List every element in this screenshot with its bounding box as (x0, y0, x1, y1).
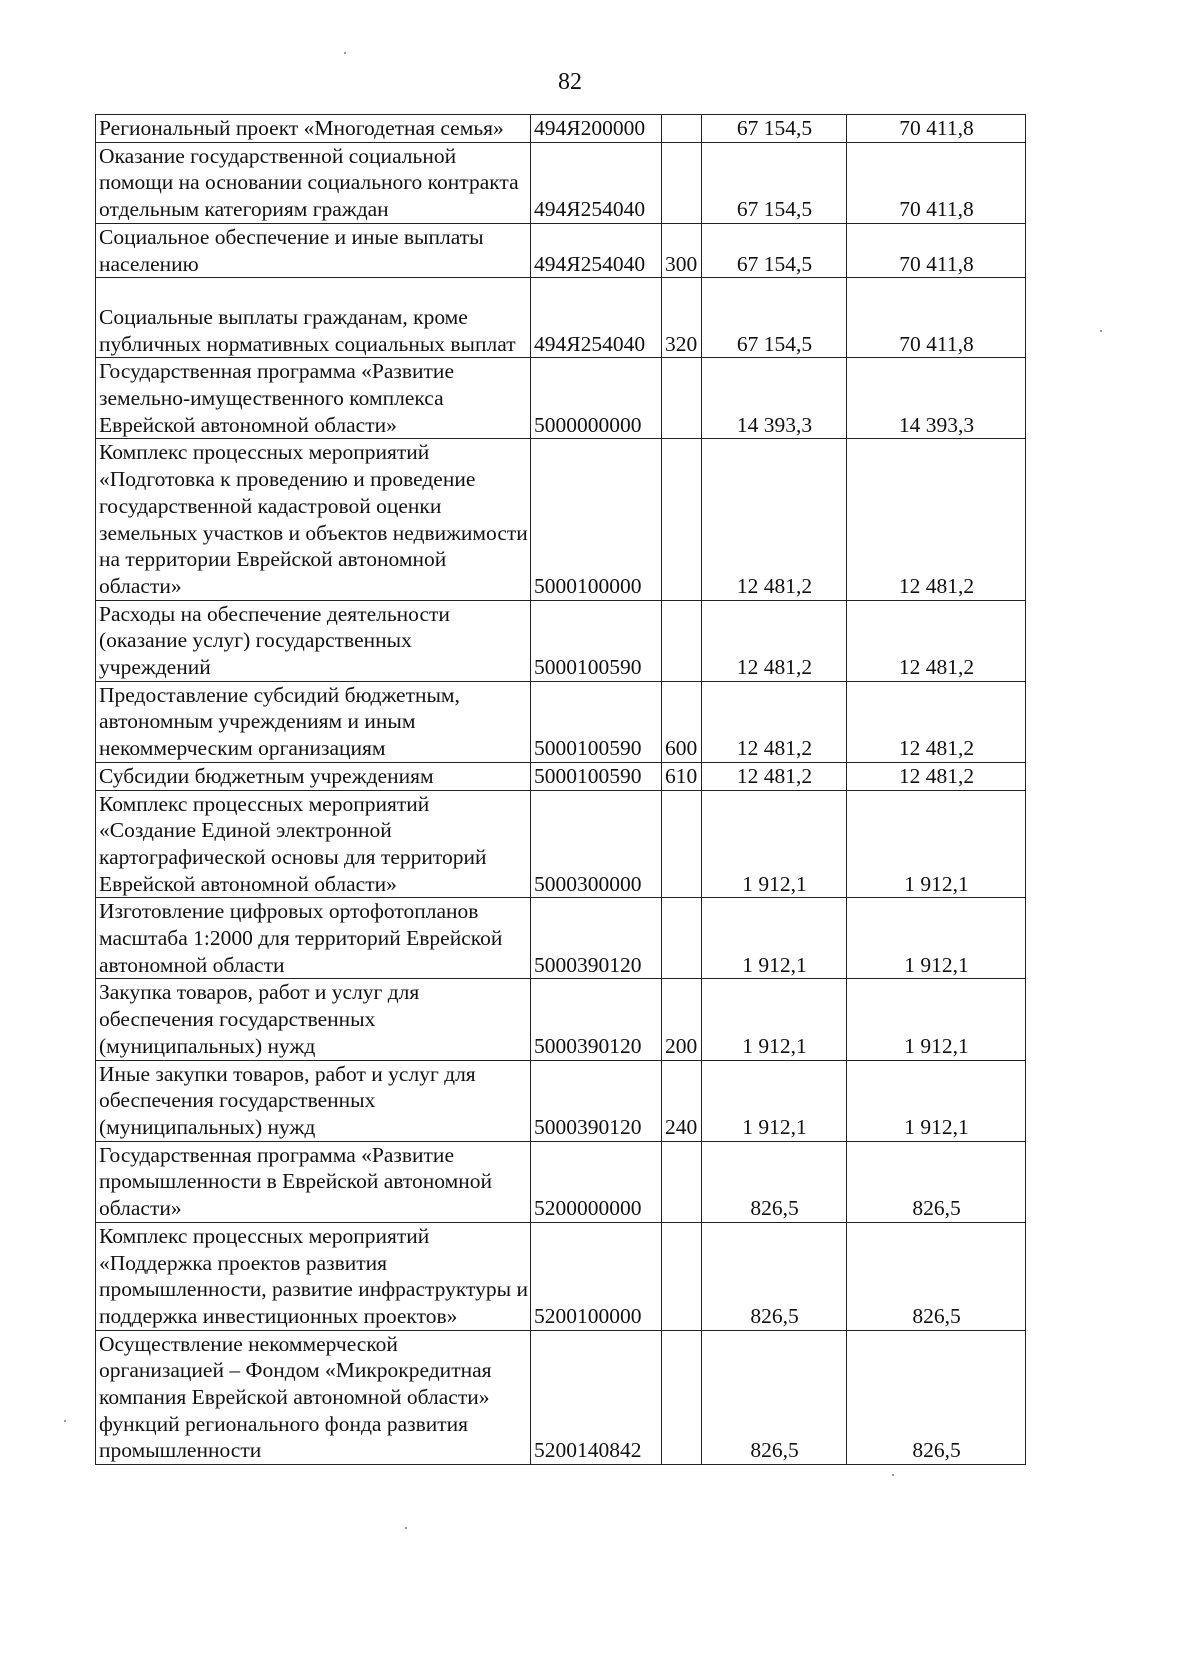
row-value-2-cell: 70 411,8 (847, 142, 1026, 223)
row-value-2-cell: 1 912,1 (847, 979, 1026, 1060)
row-name-cell: Комплекс процессных мероприятий «Подготовка к проведению и проведение государственной кадастровой оценки земельных участков и объектов недвижимости на территории Еврейской автономной области» (96, 439, 531, 600)
row-value-1-cell: 1 912,1 (702, 1060, 847, 1141)
table-row (96, 1141, 1026, 1222)
row-name-cell: Комплекс процессных мероприятий «Создание Единой электронной картографической основы для территорий Еврейской автономной области» (96, 790, 531, 898)
page-number: 82 (558, 69, 582, 95)
row-value-1-cell: 826,5 (702, 1141, 847, 1222)
row-value-2-cell: 12 481,2 (847, 762, 1026, 790)
scan-speck (1100, 330, 1102, 332)
row-name-cell: Региональный проект «Многодетная семья» (96, 115, 531, 143)
row-code-cell: 5200140842 (531, 1330, 662, 1465)
row-name-cell: Субсидии бюджетным учреждениям (96, 762, 531, 790)
row-code-cell: 5000390120 (531, 898, 662, 979)
row-type-cell (662, 1141, 702, 1222)
row-code-cell: 5000300000 (531, 790, 662, 898)
row-name-cell: Закупка товаров, работ и услуг для обеспечения государственных (муниципальных) нужд (96, 979, 531, 1060)
row-value-2-cell: 1 912,1 (847, 790, 1026, 898)
row-name-cell: Иные закупки товаров, работ и услуг для обеспечения государственных (муниципальных) нужд (96, 1060, 531, 1141)
table-row (96, 762, 1026, 790)
row-value-1-cell: 1 912,1 (702, 790, 847, 898)
row-code-cell: 494Я254040 (531, 278, 662, 358)
row-value-1-cell: 67 154,5 (702, 142, 847, 223)
row-type-cell (662, 115, 702, 143)
scan-speck (64, 1420, 66, 1422)
budget-table-body (96, 115, 1026, 1465)
row-type-cell: 200 (662, 979, 702, 1060)
row-name-cell: Оказание государственной социальной помощи на основании социального контракта отдельным категориям граждан (96, 142, 531, 223)
scan-speck (344, 52, 346, 54)
row-value-2-cell: 14 393,3 (847, 358, 1026, 439)
row-type-cell: 300 (662, 223, 702, 277)
scan-speck (405, 1527, 407, 1529)
row-value-2-cell: 1 912,1 (847, 898, 1026, 979)
budget-table (95, 114, 1026, 1465)
row-value-2-cell: 12 481,2 (847, 600, 1026, 681)
scan-speck (892, 1474, 894, 1476)
row-value-2-cell: 826,5 (847, 1330, 1026, 1465)
row-code-cell: 494Я200000 (531, 115, 662, 143)
row-value-1-cell: 67 154,5 (702, 223, 847, 277)
row-name-cell: Государственная программа «Развитие земельно-имущественного комплекса Еврейской автономной области» (96, 358, 531, 439)
row-value-1-cell: 826,5 (702, 1222, 847, 1330)
row-code-cell: 494Я254040 (531, 223, 662, 277)
row-type-cell: 610 (662, 762, 702, 790)
table-row (96, 898, 1026, 979)
row-value-1-cell: 67 154,5 (702, 278, 847, 358)
row-name-cell: Социальное обеспечение и иные выплаты населению (96, 223, 531, 277)
table-row (96, 1222, 1026, 1330)
row-name-cell: Комплекс процессных мероприятий «Поддержка проектов развития промышленности, развитие инфраструктуры и поддержка инвестиционных проектов» (96, 1222, 531, 1330)
row-name-cell: Предоставление субсидий бюджетным, автономным учреждениям и иным некоммерческим организациям (96, 681, 531, 762)
row-type-cell (662, 1222, 702, 1330)
row-type-cell (662, 142, 702, 223)
row-value-1-cell: 12 481,2 (702, 600, 847, 681)
row-code-cell: 5200000000 (531, 1141, 662, 1222)
row-value-2-cell: 70 411,8 (847, 115, 1026, 143)
row-type-cell (662, 439, 702, 600)
row-code-cell: 5000000000 (531, 358, 662, 439)
row-value-1-cell: 1 912,1 (702, 898, 847, 979)
table-row (96, 600, 1026, 681)
row-name-cell: Расходы на обеспечение деятельности (оказание услуг) государственных учреждений (96, 600, 531, 681)
row-value-1-cell: 12 481,2 (702, 439, 847, 600)
row-type-cell: 600 (662, 681, 702, 762)
row-value-1-cell: 12 481,2 (702, 681, 847, 762)
row-code-cell: 5000390120 (531, 1060, 662, 1141)
row-value-2-cell: 12 481,2 (847, 439, 1026, 600)
row-type-cell (662, 1330, 702, 1465)
row-type-cell (662, 600, 702, 681)
row-value-2-cell: 70 411,8 (847, 223, 1026, 277)
row-code-cell: 5000100590 (531, 600, 662, 681)
table-row (96, 979, 1026, 1060)
row-value-2-cell: 826,5 (847, 1141, 1026, 1222)
row-value-1-cell: 14 393,3 (702, 358, 847, 439)
row-value-2-cell: 826,5 (847, 1222, 1026, 1330)
table-row (96, 439, 1026, 600)
row-code-cell: 5200100000 (531, 1222, 662, 1330)
row-code-cell: 5000390120 (531, 979, 662, 1060)
row-type-cell: 320 (662, 278, 702, 358)
row-code-cell: 5000100000 (531, 439, 662, 600)
row-name-cell: Осуществление некоммерческой организацией – Фондом «Микрокредитная компания Еврейской автономной области» функций регионального фонда развития промышленности (96, 1330, 531, 1465)
row-value-1-cell: 826,5 (702, 1330, 847, 1465)
row-value-2-cell: 70 411,8 (847, 278, 1026, 358)
row-value-1-cell: 12 481,2 (702, 762, 847, 790)
table-row (96, 681, 1026, 762)
table-row (96, 790, 1026, 898)
row-name-cell: Государственная программа «Развитие промышленности в Еврейской автономной области» (96, 1141, 531, 1222)
table-row (96, 358, 1026, 439)
row-value-2-cell: 12 481,2 (847, 681, 1026, 762)
row-type-cell: 240 (662, 1060, 702, 1141)
table-row (96, 1060, 1026, 1141)
row-type-cell (662, 790, 702, 898)
table-row (96, 142, 1026, 223)
table-row (96, 223, 1026, 277)
table-row (96, 1330, 1026, 1465)
row-type-cell (662, 898, 702, 979)
row-value-1-cell: 1 912,1 (702, 979, 847, 1060)
row-code-cell: 494Я254040 (531, 142, 662, 223)
table-row (96, 115, 1026, 143)
row-type-cell (662, 358, 702, 439)
row-name-cell: Социальные выплаты гражданам, кроме публичных нормативных социальных выплат (96, 278, 531, 358)
table-row (96, 278, 1026, 358)
row-name-cell: Изготовление цифровых ортофотопланов масштаба 1:2000 для территорий Еврейской автономной области (96, 898, 531, 979)
row-value-2-cell: 1 912,1 (847, 1060, 1026, 1141)
row-code-cell: 5000100590 (531, 762, 662, 790)
row-code-cell: 5000100590 (531, 681, 662, 762)
row-value-1-cell: 67 154,5 (702, 115, 847, 143)
